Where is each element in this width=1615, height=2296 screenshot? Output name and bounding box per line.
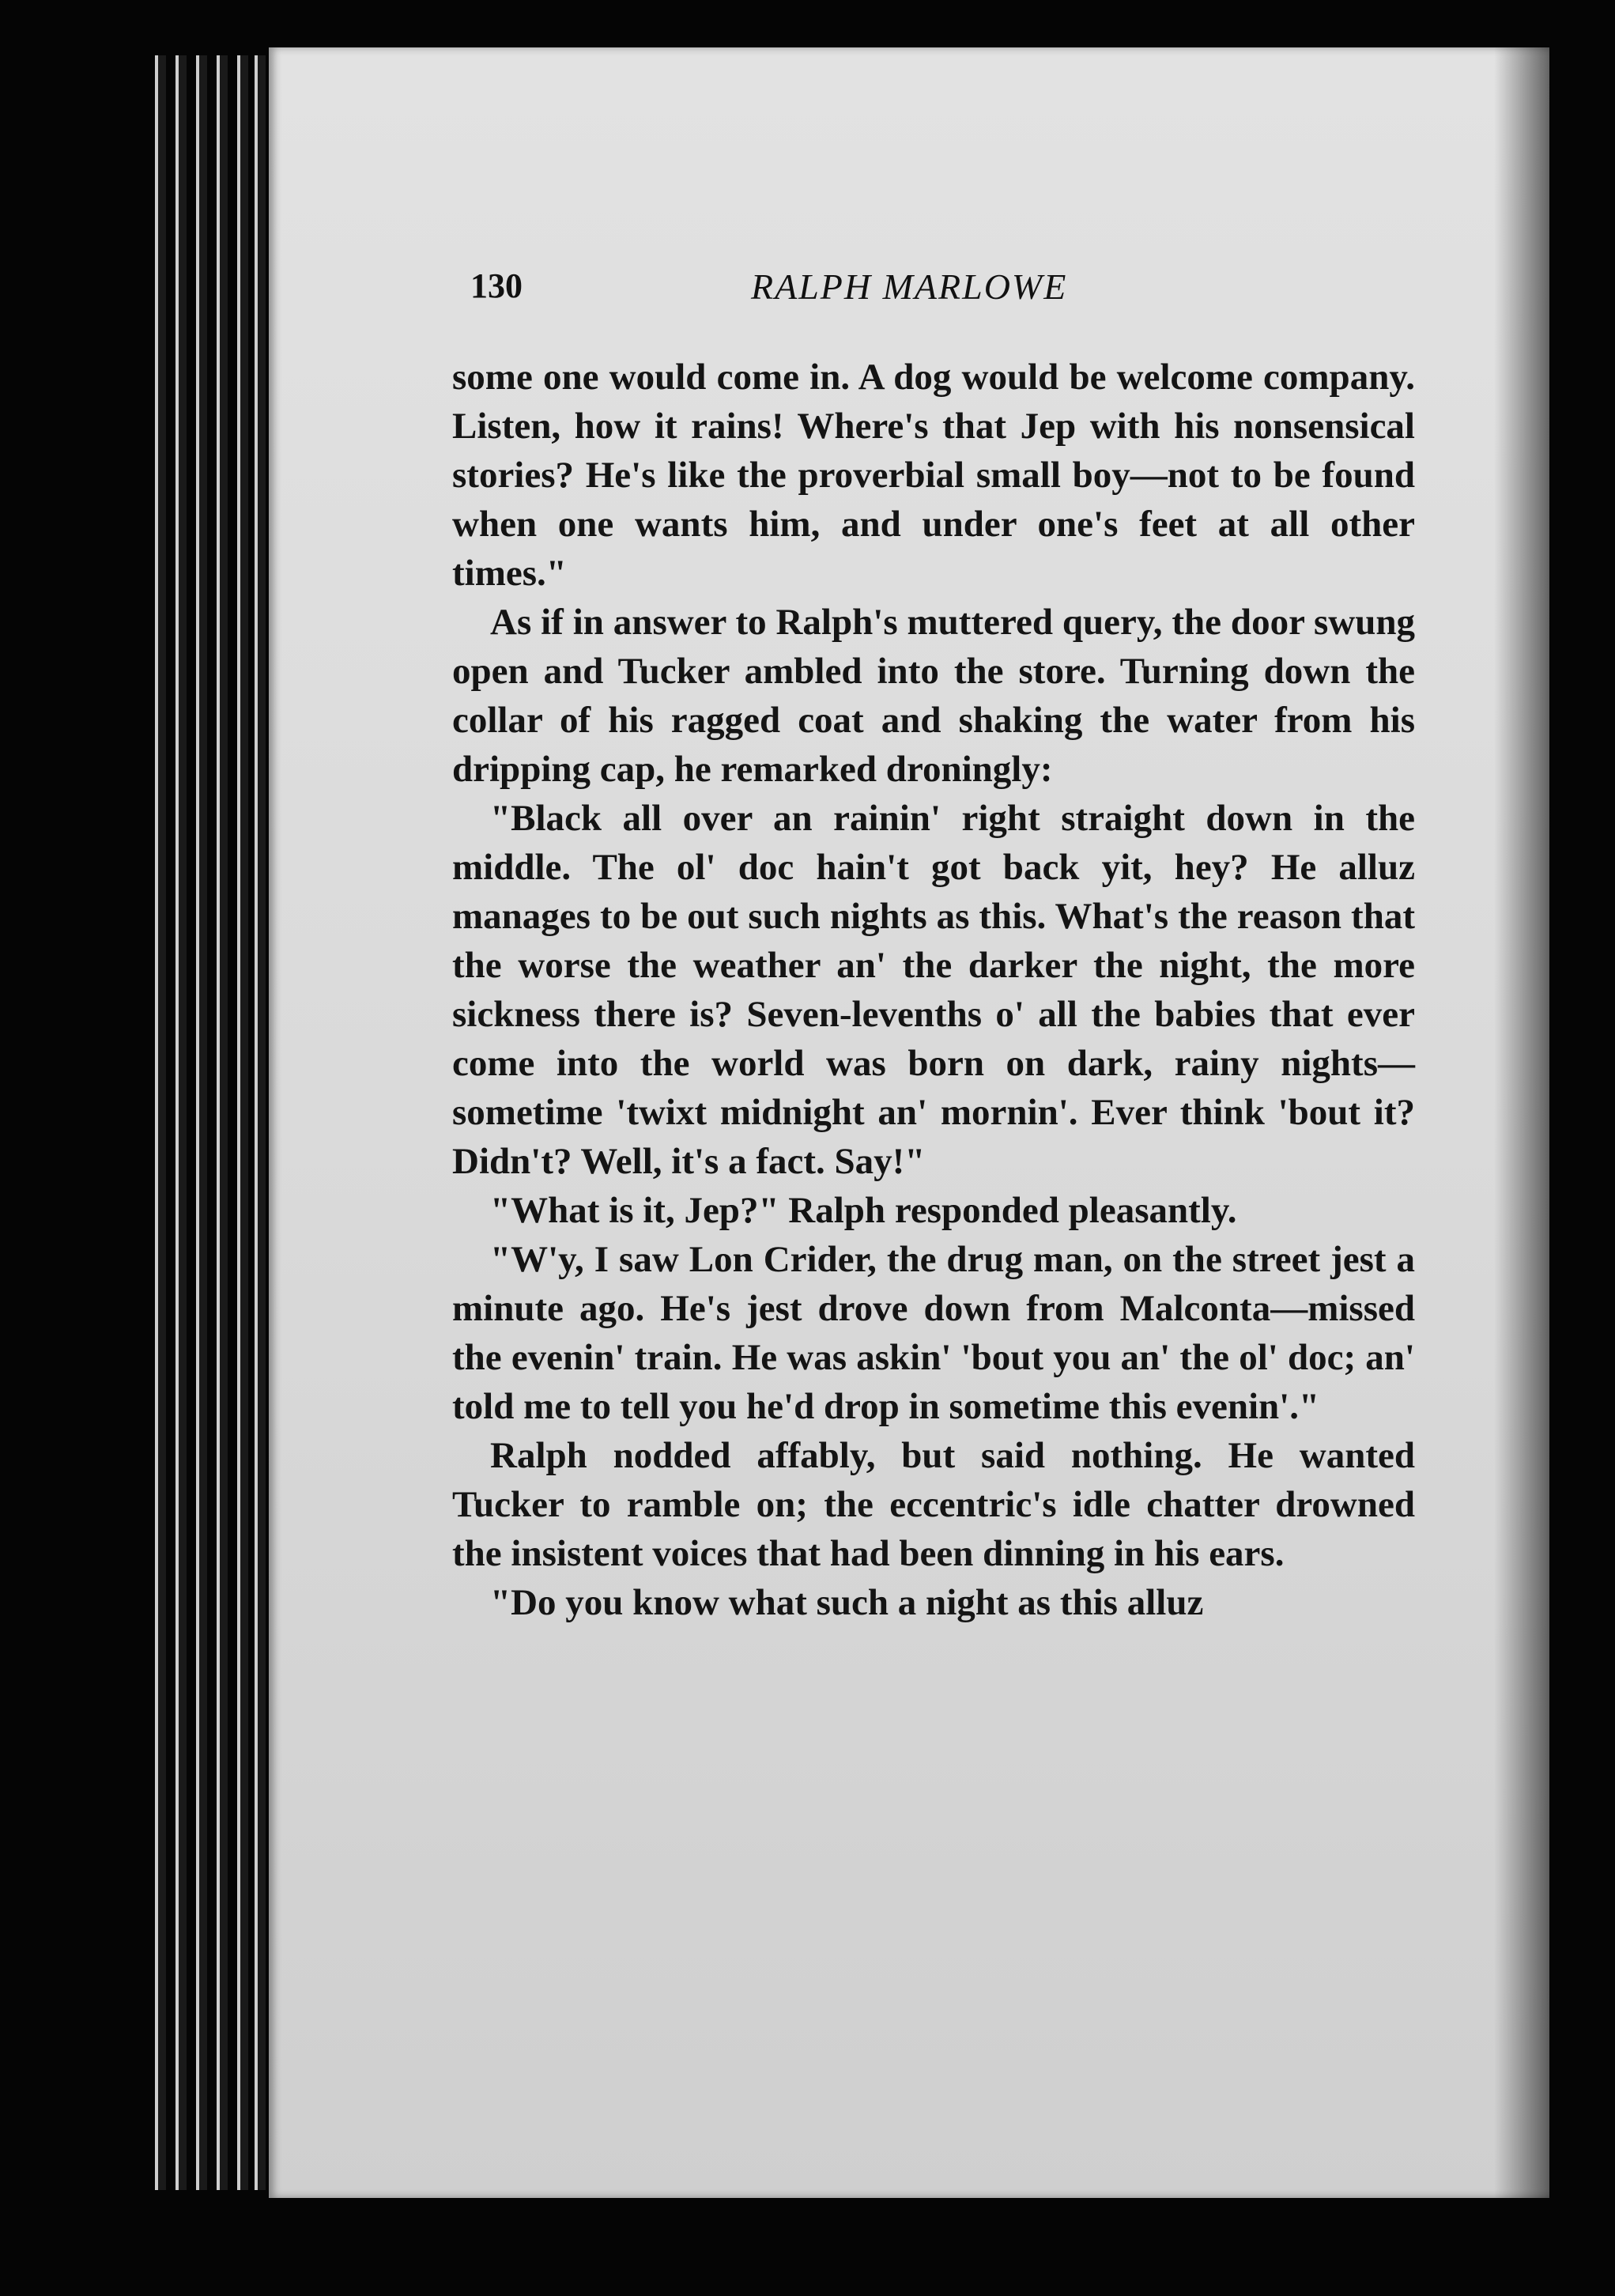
paragraph: As if in answer to Ralph's muttered query, the door swung open and Tucker ambled into the store. Turning down the collar of his ragged coat and shaking the water from his dripping cap, he remarked droningly: (452, 602, 1415, 790)
paragraph: some one would come in. A dog would be welcome company. Listen, how it rains! Where's that Jep with his nonsensical stories? He's like the proverbial small boy—not to be found when one wants him, and under one's feet at all other times." (452, 357, 1415, 594)
page-edge (255, 55, 266, 2190)
page-edge (196, 55, 207, 2190)
paragraph: Ralph nodded affably, but said nothing. He wanted Tucker to ramble on; the eccentric's idle chatter drowned the insistent voices that had been dinning in his ears. (452, 1435, 1415, 1574)
page-shadow (1494, 47, 1549, 2198)
body-text (452, 353, 1415, 1627)
paragraph: "W'y, I saw Lon Crider, the drug man, on the street jest a minute ago. He's jest drove down from Malconta—missed the evenin' train. He was askin' 'bout you an' the ol' doc; an' told me to tell you he'd drop in sometime this evenin'." (452, 1239, 1415, 1427)
paragraph: "Do you know what such a night as this alluz (490, 1582, 1204, 1623)
page-edge (237, 55, 248, 2190)
running-title: RALPH MARLOWE (751, 266, 1068, 307)
paragraph: "What is it, Jep?" Ralph responded pleasantly. (490, 1190, 1237, 1231)
page-edge (217, 55, 228, 2190)
paragraph: "Black all over an rainin' right straight down in the middle. The ol' doc hain't got back yit, hey? He alluz manages to be out such nights as this. What's the reason that the worse the weather an' the darker the night, the more sickness there is? Seven-levenths o' all the babies that ever come into the world was born on dark, rainy nights—sometime 'twixt midnight an' mornin'. Ever think 'bout it? Didn't? Well, it's a fact. Say!" (452, 798, 1415, 1182)
page-number: 130 (470, 266, 523, 305)
running-head (470, 266, 1166, 321)
page-edge (155, 55, 166, 2190)
page-edge (175, 55, 187, 2190)
